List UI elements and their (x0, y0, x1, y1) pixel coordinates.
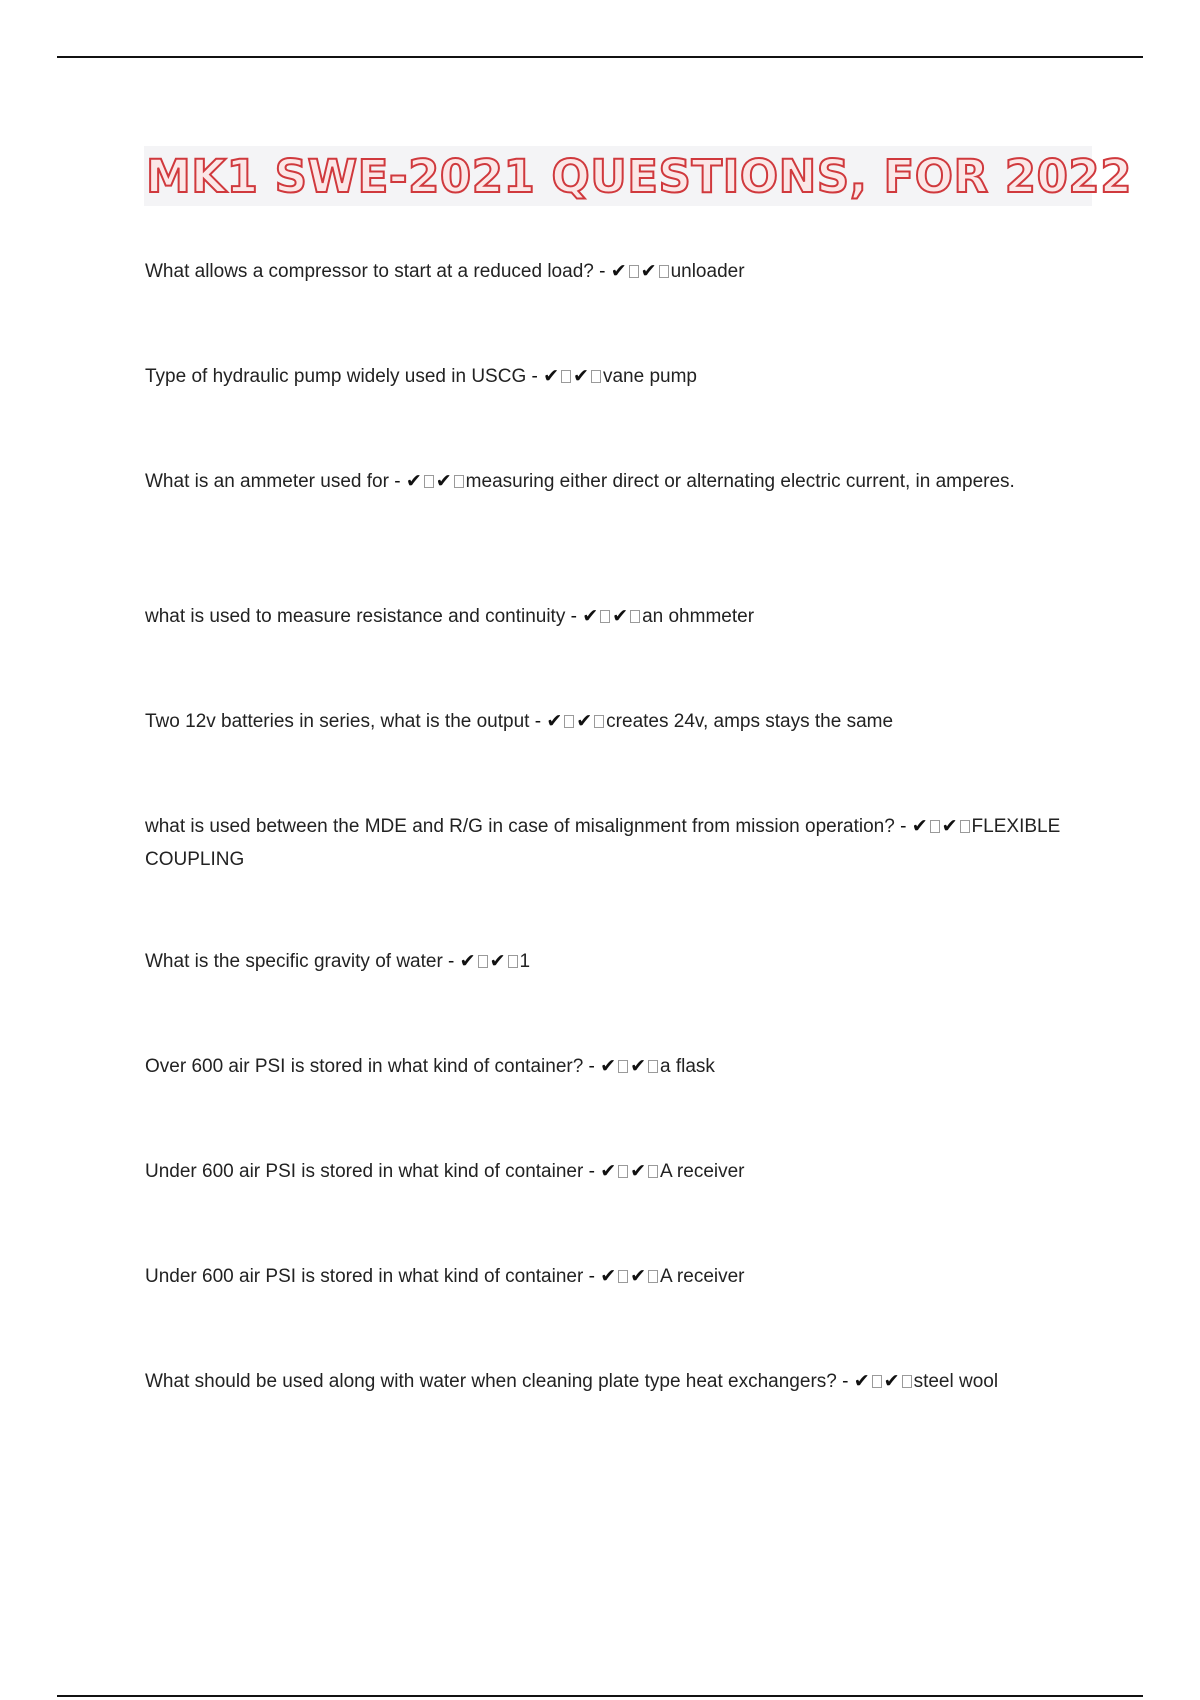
qa-item (145, 705, 1105, 738)
missing-glyph-box-icon (648, 1165, 658, 1178)
answer-text: vane pump (602, 366, 697, 387)
qa-item (145, 360, 1105, 393)
answer-text: unloader (670, 261, 745, 282)
check-icon: ✔ (543, 365, 560, 387)
separator: - (583, 1161, 601, 1182)
qa-item (145, 1155, 1105, 1188)
check-icon: ✔ (600, 1160, 617, 1182)
missing-glyph-box-icon (659, 265, 669, 278)
document-title: MK1 SWE-2021 QUESTIONS, FOR 2022 (146, 149, 1133, 203)
question-text: What is the specific gravity of water (145, 951, 443, 972)
qa-item (145, 465, 1105, 498)
question-text: Under 600 air PSI is stored in what kind of container (145, 1161, 584, 1182)
missing-glyph-box-icon (902, 1375, 912, 1388)
missing-glyph-box-icon (600, 610, 610, 623)
answer-text: FLEXIBLE COUPLING (145, 816, 1061, 870)
question-text: what is used to measure resistance and continuity (145, 606, 566, 627)
check-icon: ✔ (883, 1370, 900, 1392)
separator: - (583, 1266, 601, 1287)
qa-item (145, 1365, 1105, 1398)
missing-glyph-box-icon (618, 1060, 628, 1073)
missing-glyph-box-icon (618, 1270, 628, 1283)
separator: - (593, 261, 611, 282)
separator: - (388, 471, 406, 492)
separator: - (526, 366, 544, 387)
check-icon: ✔ (600, 1265, 617, 1287)
missing-glyph-box-icon (629, 265, 639, 278)
check-icon: ✔ (630, 1265, 647, 1287)
qa-item (145, 810, 1105, 876)
check-icon: ✔ (640, 260, 657, 282)
missing-glyph-box-icon (424, 475, 434, 488)
qa-item (145, 1260, 1105, 1293)
check-icon: ✔ (630, 1055, 647, 1077)
answer-text: A receiver (660, 1161, 745, 1182)
missing-glyph-box-icon (960, 820, 970, 833)
question-text: What allows a compressor to start at a reduced load? (145, 261, 594, 282)
separator: - (894, 816, 912, 837)
answer-text: an ohmmeter (642, 606, 755, 627)
check-icon: ✔ (610, 260, 627, 282)
missing-glyph-box-icon (648, 1270, 658, 1283)
answer-text: A receiver (660, 1266, 745, 1287)
check-icon: ✔ (630, 1160, 647, 1182)
separator: - (565, 606, 583, 627)
check-icon: ✔ (573, 365, 589, 387)
check-icon: ✔ (582, 605, 599, 627)
missing-glyph-box-icon (561, 370, 571, 383)
question-text: Two 12v batteries in series, what is the output (145, 711, 530, 732)
check-icon: ✔ (911, 815, 928, 837)
title-banner (144, 146, 1133, 206)
check-icon: ✔ (612, 605, 629, 627)
separator: - (529, 711, 547, 732)
question-text: What should be used along with water when cleaning plate type heat exchangers? (145, 1371, 837, 1392)
missing-glyph-box-icon (648, 1060, 658, 1073)
check-icon: ✔ (459, 950, 476, 972)
question-text: Over 600 air PSI is stored in what kind of container? (145, 1056, 584, 1077)
bottom-rule (57, 1695, 1143, 1697)
qa-item (145, 255, 1105, 288)
qa-item (145, 945, 1105, 978)
missing-glyph-box-icon (930, 820, 940, 833)
question-text: Type of hydraulic pump widely used in USCG (145, 366, 527, 387)
question-text: what is used between the MDE and R/G in case of misalignment from mission operation? (145, 816, 895, 837)
check-icon: ✔ (576, 710, 593, 732)
check-icon: ✔ (853, 1370, 870, 1392)
missing-glyph-box-icon (478, 955, 488, 968)
missing-glyph-box-icon (454, 475, 464, 488)
question-text: Under 600 air PSI is stored in what kind of container (145, 1266, 584, 1287)
missing-glyph-box-icon (630, 610, 640, 623)
check-icon: ✔ (546, 710, 563, 732)
missing-glyph-box-icon (564, 715, 574, 728)
answer-text: steel wool (913, 1371, 999, 1392)
qa-item (145, 600, 1105, 633)
top-rule (57, 56, 1143, 58)
check-icon: ✔ (405, 470, 422, 492)
check-icon: ✔ (489, 950, 506, 972)
missing-glyph-box-icon (618, 1165, 628, 1178)
check-icon: ✔ (941, 815, 958, 837)
answer-text: creates 24v, amps stays the same (606, 711, 894, 732)
answer-text: measuring either direct or alternating electric current, in amperes. (465, 471, 1015, 492)
missing-glyph-box-icon (591, 370, 601, 383)
check-icon: ✔ (435, 470, 452, 492)
question-text: What is an ammeter used for (145, 471, 389, 492)
qa-item (145, 1050, 1105, 1083)
missing-glyph-box-icon (872, 1375, 882, 1388)
answer-text: 1 (519, 951, 531, 972)
separator: - (442, 951, 460, 972)
missing-glyph-box-icon (508, 955, 518, 968)
separator: - (583, 1056, 601, 1077)
separator: - (836, 1371, 854, 1392)
missing-glyph-box-icon (594, 715, 604, 728)
answer-text: a flask (660, 1056, 715, 1077)
check-icon: ✔ (600, 1055, 617, 1077)
